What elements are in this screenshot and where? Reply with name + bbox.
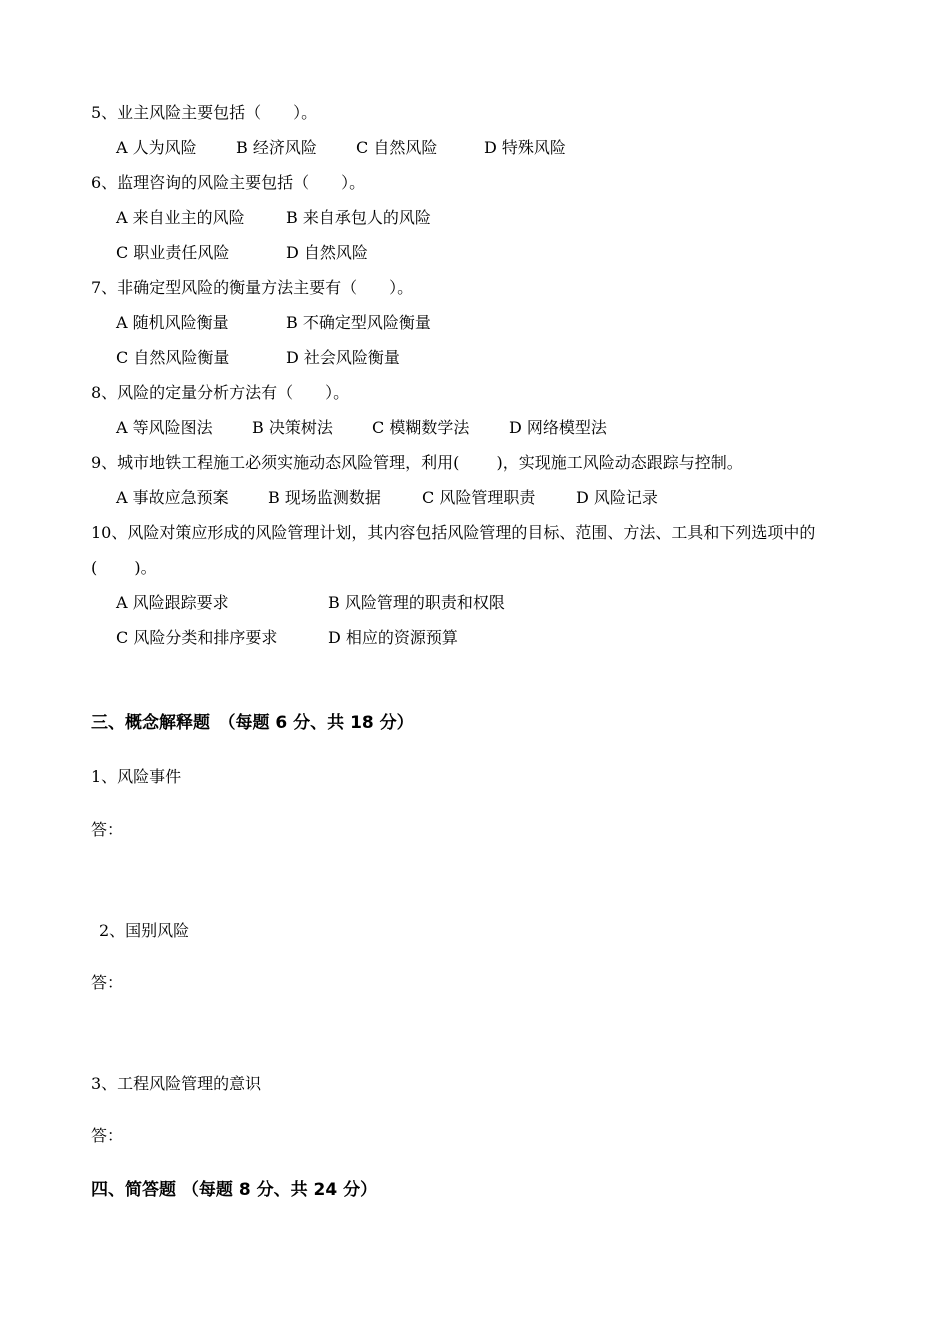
option-d: D 社会风险衡量 [286,348,400,367]
question-9: 9、城市地铁工程施工必须实施动态风险管理，利用( )，实现施工风险动态跟踪与控制。 [91,453,743,472]
option-a: A 等风险图法 [116,418,213,437]
option-b: B 现场监测数据 [268,488,381,507]
option-d: D 自然风险 [286,243,368,262]
concept-answer-2: 答： [91,973,124,992]
concept-answer-1: 答： [91,820,124,839]
option-b: B 决策树法 [252,418,333,437]
option-a: A 事故应急预案 [116,488,229,507]
option-d: D 风险记录 [576,488,658,507]
question-8: 8、风险的定量分析方法有（ ）。 [91,383,350,402]
option-d: D 相应的资源预算 [328,628,458,647]
option-c: C 模糊数学法 [372,418,470,437]
option-d: D 网络模型法 [509,418,607,437]
option-b: B 来自承包人的风险 [286,208,431,227]
option-b: B 不确定型风险衡量 [286,313,431,332]
question-5: 5、业主风险主要包括（ ）。 [91,103,318,122]
concept-question-3: 3、工程风险管理的意识 [91,1074,262,1093]
option-b: B 风险管理的职责和权限 [328,593,505,612]
option-c: C 自然风险 [356,138,438,157]
option-c: C 自然风险衡量 [116,348,230,367]
section-4-title: 四、简答题 （每题 8 分、共 24 分） [91,1180,378,1200]
concept-question-2: 2、国别风险 [99,921,190,940]
option-c: C 风险管理职责 [422,488,536,507]
question-10-blank: ( )。 [91,558,157,577]
option-c: C 职业责任风险 [116,243,230,262]
question-6: 6、监理咨询的风险主要包括（ ）。 [91,173,366,192]
option-b: B 经济风险 [236,138,317,157]
concept-answer-3: 答： [91,1126,124,1145]
option-a: A 风险跟踪要求 [116,593,229,612]
question-10: 10、风险对策应形成的风险管理计划，其内容包括风险管理的目标、范围、方法、工具和下列选项中的 [91,523,816,542]
option-d: D 特殊风险 [484,138,566,157]
option-a: A 随机风险衡量 [116,313,229,332]
concept-question-1: 1、风险事件 [91,767,182,786]
option-a: A 人为风险 [116,138,197,157]
option-a: A 来自业主的风险 [116,208,245,227]
section-3-title: 三、概念解释题 （每题 6 分、共 18 分） [91,713,414,733]
option-c: C 风险分类和排序要求 [116,628,278,647]
question-7: 7、非确定型风险的衡量方法主要有（ ）。 [91,278,414,297]
